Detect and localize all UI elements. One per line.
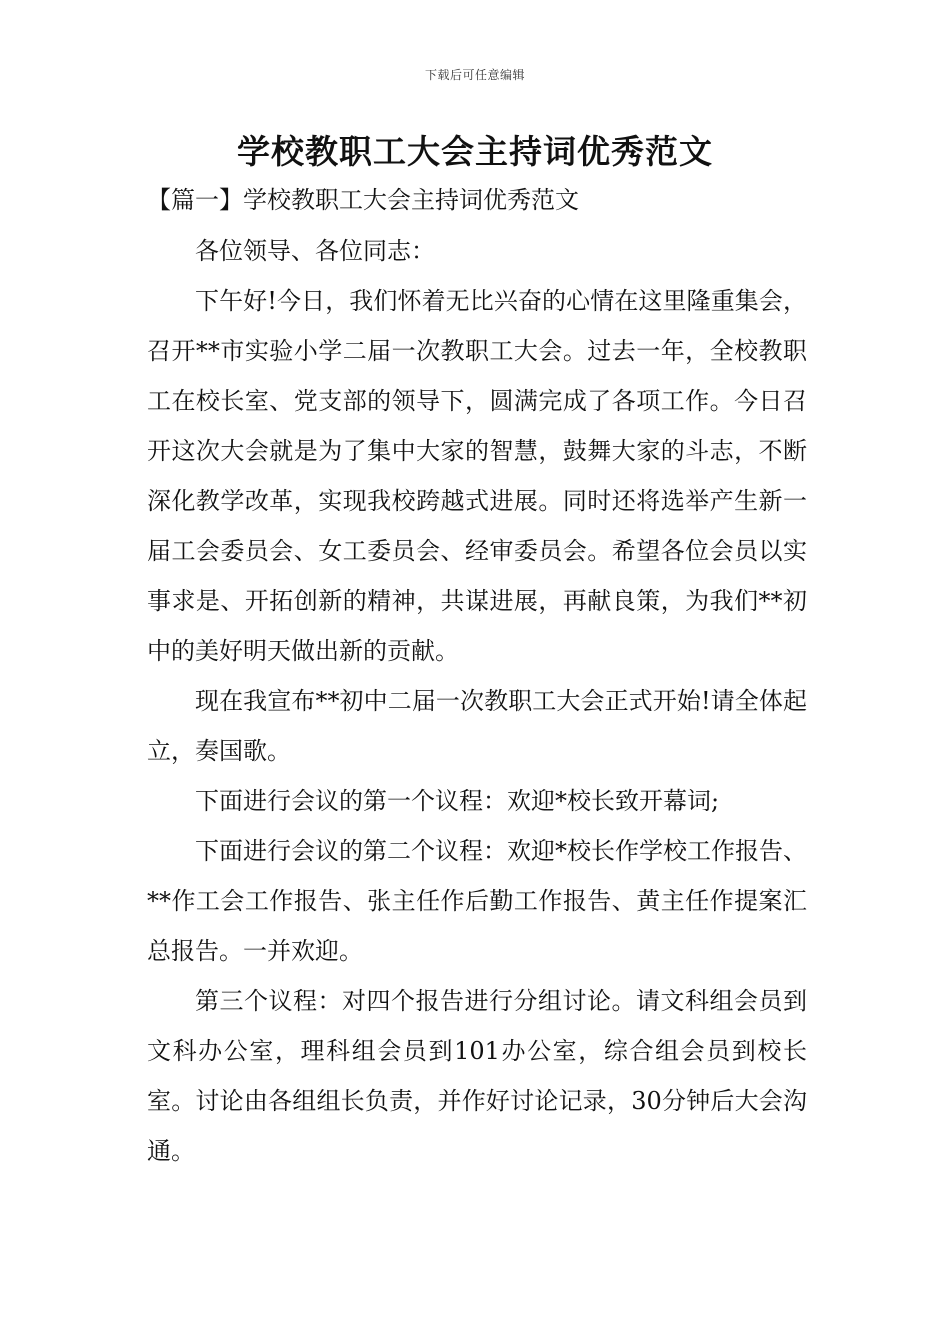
- paragraph-agenda-2: 下面进行会议的第二个议程：欢迎*校长作学校工作报告、**作工会工作报告、张主任作后勤工作报告、黄主任作提案汇总报告。一并欢迎。: [147, 837, 807, 965]
- paragraph-greeting: 各位领导、各位同志：: [195, 237, 435, 265]
- paragraph-opening: 下午好!今日，我们怀着无比兴奋的心情在这里隆重集会，召开**市实验小学二届一次教职工大会。过去一年，全校教职工在校长室、党支部的领导下，圆满完成了各项工作。今日召开这次大会就是为了集中大家的智慧，鼓舞大家的斗志，不断深化教学改革，实现我校跨越式进展。同时还将选举产生新一届工会委员会、女工委员会、经审委员会。希望各位会员以实事求是、开拓创新的精神，共谋进展，再献良策，为我们**初中的美好明天做出新的贡献。: [147, 287, 807, 665]
- header-note: 下载后可任意编辑: [424, 68, 525, 82]
- paragraph-agenda-1: 下面进行会议的第一个议程：欢迎*校长致开幕词;: [195, 787, 720, 815]
- paragraph-announcement: 现在我宣布**初中二届一次教职工大会正式开始!请全体起立，奏国歌。: [147, 687, 807, 765]
- body-text: [147, 226, 807, 1176]
- paragraph-agenda-3: 第三个议程：对四个报告进行分组讨论。请文科组会员到文科办公室，理科组会员到101办公室，综合组会员到校长室。讨论由各组组长负责，并作好讨论记录，30分钟后大会沟通。: [147, 987, 807, 1165]
- document-title: 学校教职工大会主持词优秀范文: [237, 132, 713, 171]
- section-heading: 【篇一】学校教职工大会主持词优秀范文: [147, 186, 579, 214]
